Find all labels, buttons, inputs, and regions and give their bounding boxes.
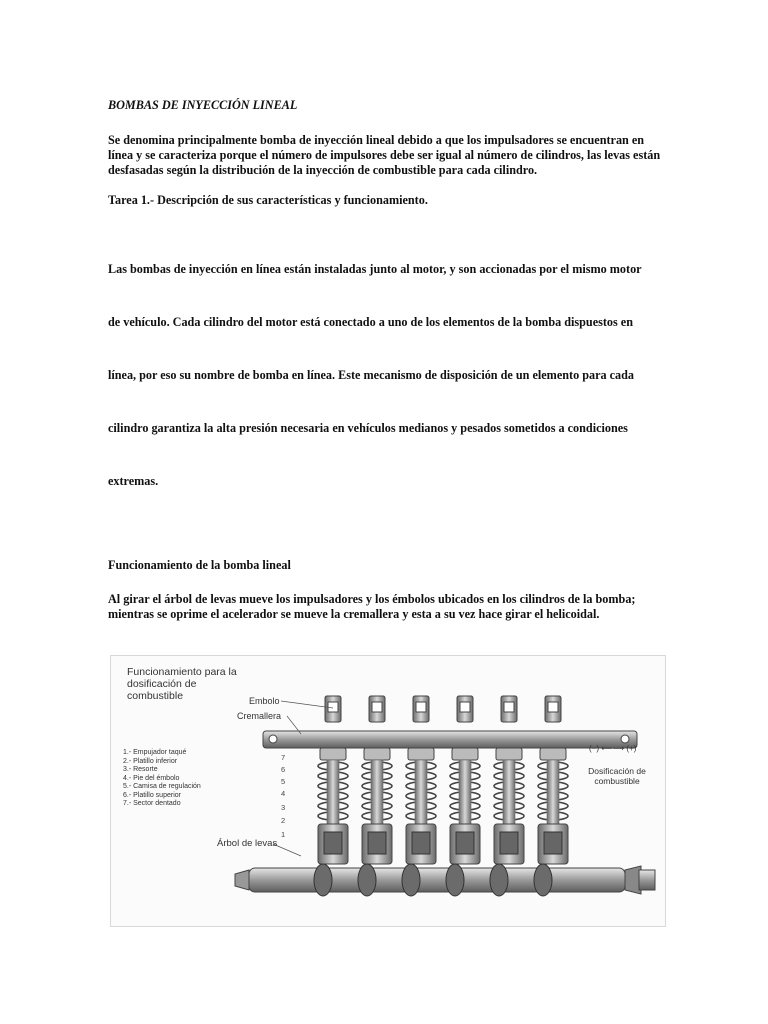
part-number: 1 <box>281 830 286 839</box>
legend-item: 2.- Platillo inferior <box>123 757 178 765</box>
cam-lobe <box>358 864 376 896</box>
cam-lobe <box>534 864 552 896</box>
part-number: 5 <box>281 777 286 786</box>
section-paragraph: Al girar el árbol de levas mueve los impulsadores y los émbolos ubicados en los cilindros de la bomba; mientras se oprime el acelerador se mueve la cremallera y esta a su vez hace girar el helicoidal. <box>108 592 636 621</box>
legend-item: 1.- Empujador taqué <box>123 749 187 756</box>
label-direction: (−) ⟵⟶ (+) <box>589 744 637 753</box>
legend-item: 7.- Sector dentado <box>123 800 181 807</box>
cam-lobe <box>402 864 420 896</box>
body-line: de vehículo. Cada cilindro del motor está conectado a uno de los elementos de la bomba dispuestos en <box>108 315 633 329</box>
camshaft <box>235 866 655 894</box>
part-number: 7 <box>281 753 286 762</box>
body-line: línea, por eso su nombre de bomba en línea. Este mecanismo de disposición de un elemento para cada <box>108 368 635 382</box>
body-line: Las bombas de inyección en línea están instaladas junto al motor, y son accionadas por el mismo motor <box>108 262 642 276</box>
figure-legend <box>123 749 201 809</box>
pump-element <box>538 696 568 864</box>
task-heading: Tarea 1.- Descripción de sus características y funcionamiento. <box>108 193 428 207</box>
cam-lobe <box>314 864 332 896</box>
part-number: 6 <box>281 765 286 774</box>
body-line: extremas. <box>108 474 159 488</box>
part-number: 3 <box>281 803 286 812</box>
pump-element <box>494 696 524 864</box>
figure-title: Funcionamiento para la dosificación de combustible <box>127 666 237 702</box>
legend-item: 6.- Platillo superior <box>123 791 181 799</box>
rack <box>263 731 637 748</box>
part-number: 4 <box>281 789 286 798</box>
legend-item: 5.- Camisa de regulación <box>123 783 201 790</box>
pump-element <box>406 696 436 864</box>
label-arbol-de-levas: Árbol de levas <box>217 838 278 849</box>
legend-item: 4.- Pie del émbolo <box>123 774 180 782</box>
pump-element <box>450 696 480 864</box>
label-embolo: Embolo <box>249 696 280 706</box>
label-cremallera: Cremallera <box>237 711 282 721</box>
pump-element <box>318 696 348 864</box>
section-heading: Funcionamiento de la bomba lineal <box>108 558 291 572</box>
label-dosificacion: Dosificación de combustible <box>588 766 646 786</box>
part-number: 2 <box>281 816 286 825</box>
intro-paragraph: Se denomina principalmente bomba de inyección lineal debido a que los impulsadores se encuentran en línea y se caracteriza porque el número de impulsores debe ser igual al número de cilindros, las levas están desfasadas según la distribución de la inyección de combustible para cada cilindro. <box>108 133 661 177</box>
injection-pump-figure <box>110 655 666 927</box>
pump-elements <box>318 696 568 864</box>
legend-item: 3.- Resorte <box>123 766 158 773</box>
document-title: BOMBAS DE INYECCIÓN LINEAL <box>108 98 298 112</box>
body-line: cilindro garantiza la alta presión necesaria en vehículos medianos y pesados sometidos a condiciones <box>108 421 628 435</box>
cam-lobe <box>490 864 508 896</box>
pump-element <box>362 696 392 864</box>
cam-lobe <box>446 864 464 896</box>
